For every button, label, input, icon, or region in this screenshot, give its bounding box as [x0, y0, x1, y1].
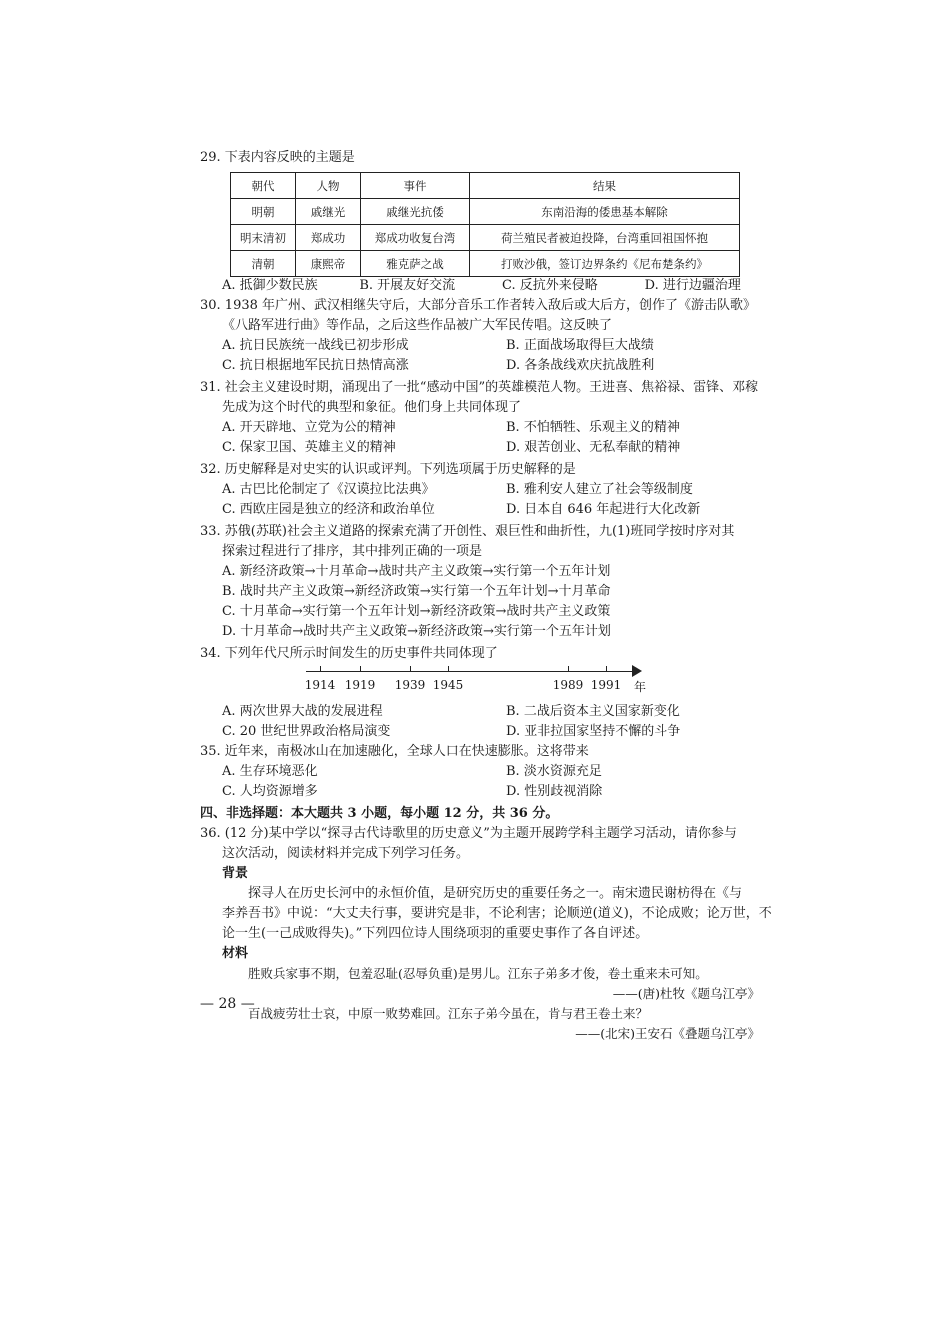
- question-29: [200, 148, 760, 168]
- question-36: [200, 824, 772, 1044]
- option-row: [200, 562, 760, 582]
- option-b: B. 正面战场取得巨大战绩: [506, 338, 654, 353]
- question-33: [200, 522, 760, 642]
- option-row: [200, 582, 760, 602]
- option-c: C. 抗日根据地军民抗日热情高涨: [222, 358, 409, 373]
- table-cell: 明朝: [231, 199, 296, 225]
- table-cell: 雅克萨之战: [361, 251, 470, 277]
- question-35-line: 35. 近年来，南极冰山在加速融化，全球人口在快速膨胀。这将带来: [200, 744, 589, 759]
- timeline-year: 1914: [304, 678, 336, 692]
- timeline-tick: [568, 666, 569, 672]
- option-b: B. 淡水资源充足: [506, 764, 602, 779]
- table-cell: 康熙帝: [296, 251, 361, 277]
- table-cell: 打败沙俄，签订边界条约《尼布楚条约》: [470, 251, 740, 277]
- timeline-tick: [410, 666, 411, 672]
- option-d: D. 艰苦创业、无私奉献的精神: [506, 440, 681, 455]
- timeline-tick: [606, 666, 607, 672]
- table-cell: 郑成功收复台湾: [361, 225, 470, 251]
- option-row: [200, 782, 760, 802]
- question-33-line: 33. 苏俄(苏联)社会主义道路的探索充满了开创性、艰巨性和曲折性，九(1)班同学按时序对其: [200, 524, 735, 539]
- timeline-year: 1989: [552, 678, 584, 692]
- option-b: B. 战时共产主义政策→新经济政策→实行第一个五年计划→十月革命: [222, 584, 611, 599]
- option-row: [200, 702, 760, 722]
- timeline-tick: [360, 666, 361, 672]
- background-label: 背景: [222, 866, 249, 881]
- question-32-line: 32. 历史解释是对史实的认识或评判。下列选项属于历史解释的是: [200, 462, 576, 477]
- option-a: A. 两次世界大战的发展进程: [222, 704, 383, 719]
- question-30: [200, 296, 760, 376]
- table-cell: 戚继光: [296, 199, 361, 225]
- option-b: B. 开展友好交流: [359, 278, 456, 293]
- question-36-line: 36. (12 分)某中学以“探寻古代诗歌里的历史意义”为主题开展跨学科主题学习活动，请你参与: [200, 826, 737, 841]
- timeline-year: 1919: [344, 678, 376, 692]
- option-row: [200, 336, 760, 356]
- question-33-line: 探索过程进行了排序，其中排列正确的一项是: [222, 544, 483, 559]
- timeline-tick: [320, 666, 321, 672]
- option-b: B. 二战后资本主义国家新变化: [506, 704, 680, 719]
- question-31: [200, 378, 760, 458]
- table-cell: 郑成功: [296, 225, 361, 251]
- option-d: D. 亚非拉国家坚持不懈的斗争: [506, 724, 681, 739]
- poem-source: ——(唐)杜牧《题乌江亭》: [612, 986, 760, 1001]
- option-row: [200, 602, 760, 622]
- table-header: 结果: [470, 173, 740, 199]
- option-row: [200, 480, 760, 500]
- option-row: [200, 622, 760, 642]
- table-cell: 明末清初: [231, 225, 296, 251]
- background-line: 李养吾书》中说：“大丈夫行事，要讲究是非，不论利害；论顺逆(道义)，不论成败；论万世，不: [222, 906, 772, 921]
- background-line: 论一生(一己成败得失)。”下列四位诗人围绕项羽的重要史事作了各自评述。: [222, 926, 649, 941]
- option-c: C. 反抗外来侵略: [502, 278, 598, 293]
- table-header: 人物: [296, 173, 361, 199]
- question-31-line: 31. 社会主义建设时期，涌现出了一批“感动中国”的英雄模范人物。王进喜、焦裕禄、雷锋、邓稼: [200, 380, 759, 395]
- q29-table: [230, 172, 740, 277]
- option-d: D. 各条战线欢庆抗战胜利: [506, 358, 655, 373]
- option-row: [200, 500, 760, 520]
- timeline-tick: [448, 666, 449, 672]
- table-cell: 东南沿海的倭患基本解除: [470, 199, 740, 225]
- poem-text: 胜败兵家事不期，包羞忍耻(忍辱负重)是男儿。江东子弟多才俊，卷土重来未可知。: [248, 966, 708, 981]
- option-c: C. 20 世纪世界政治格局演变: [222, 724, 391, 739]
- option-row: [200, 438, 760, 458]
- question-34: [200, 644, 760, 664]
- option-c: C. 人均资源增多: [222, 784, 318, 799]
- option-a: A. 生存环境恶化: [222, 764, 318, 779]
- timeline-year: 1939: [394, 678, 426, 692]
- option-b: B. 雅利安人建立了社会等级制度: [506, 482, 693, 497]
- timeline-year: 1991: [590, 678, 622, 692]
- table-header: 朝代: [231, 173, 296, 199]
- option-a: A. 抗日民族统一战线已初步形成: [222, 338, 409, 353]
- table-row: [231, 225, 740, 251]
- question-29-stem: 29. 下表内容反映的主题是: [200, 150, 355, 165]
- option-d: D. 十月革命→战时共产主义政策→新经济政策→实行第一个五年计划: [222, 624, 611, 639]
- option-d: D. 日本自 646 年起进行大化改新: [506, 502, 701, 517]
- option-a: A. 新经济政策→十月革命→战时共产主义政策→实行第一个五年计划: [222, 564, 611, 579]
- option-c: C. 十月革命→实行第一个五年计划→新经济政策→战时共产主义政策: [222, 604, 611, 619]
- question-32: [200, 460, 760, 520]
- arrow-right-icon: [632, 665, 642, 677]
- question-30-line: 30. 1938 年广州、武汉相继失守后，大部分音乐工作者转入敌后或大后方，创作了《游击队歌》: [200, 298, 757, 313]
- timeline-unit: 年: [633, 680, 647, 694]
- option-c: C. 西欧庄园是独立的经济和政治单位: [222, 502, 435, 517]
- question-30-line: 《八路军进行曲》等作品，之后这些作品被广大军民传唱。这反映了: [222, 318, 613, 333]
- table-row: [231, 251, 740, 277]
- question-36-line: 这次活动，阅读材料并完成下列学习任务。: [222, 846, 470, 861]
- option-a: A. 开天辟地、立党为公的精神: [222, 420, 396, 435]
- table-cell: 清朝: [231, 251, 296, 277]
- section-4-heading: [200, 804, 760, 824]
- poem-text: 百战疲劳壮士哀，中原一败势难回。江东子弟今虽在，肯与君王卷土来？: [248, 1006, 649, 1021]
- question-35: [200, 742, 760, 802]
- q34-options: [200, 702, 760, 742]
- poem-source: ——(北宋)王安石《叠题乌江亭》: [575, 1026, 760, 1041]
- option-row: [200, 722, 760, 742]
- table-cell: 荷兰殖民者被迫投降，台湾重回祖国怀抱: [470, 225, 740, 251]
- option-a: A. 抵御少数民族: [222, 278, 318, 293]
- question-31-line: 先成为这个时代的典型和象征。他们身上共同体现了: [222, 400, 522, 415]
- question-34-line: 34. 下列年代尺所示时间发生的历史事件共同体现了: [200, 646, 498, 661]
- material-label: 材料: [222, 946, 249, 961]
- background-line: 探寻人在历史长河中的永恒价值，是研究历史的重要任务之一。南宋遗民谢枋得在《与: [248, 886, 743, 901]
- q29-options: [200, 276, 760, 296]
- option-row: [200, 418, 760, 438]
- option-a: A. 古巴比伦制定了《汉谟拉比法典》: [222, 482, 435, 497]
- option-b: B. 不怕牺牲、乐观主义的精神: [506, 420, 680, 435]
- section-title: 四、非选择题：本大题共 3 小题，每小题 12 分，共 36 分。: [200, 806, 559, 821]
- option-d: D. 进行边疆治理: [644, 278, 741, 293]
- option-d: D. 性别歧视消除: [506, 784, 603, 799]
- table-cell: 戚继光抗倭: [361, 199, 470, 225]
- table-header-row: [231, 173, 740, 199]
- page-number: — 28 —: [200, 996, 255, 1012]
- option-row: [200, 762, 760, 782]
- timeline-year: 1945: [432, 678, 464, 692]
- table-row: [231, 199, 740, 225]
- option-row: [200, 356, 760, 376]
- table-header: 事件: [361, 173, 470, 199]
- timeline: [300, 664, 660, 698]
- option-c: C. 保家卫国、英雄主义的精神: [222, 440, 396, 455]
- option-row: [200, 276, 760, 296]
- timeline-axis: [306, 671, 636, 672]
